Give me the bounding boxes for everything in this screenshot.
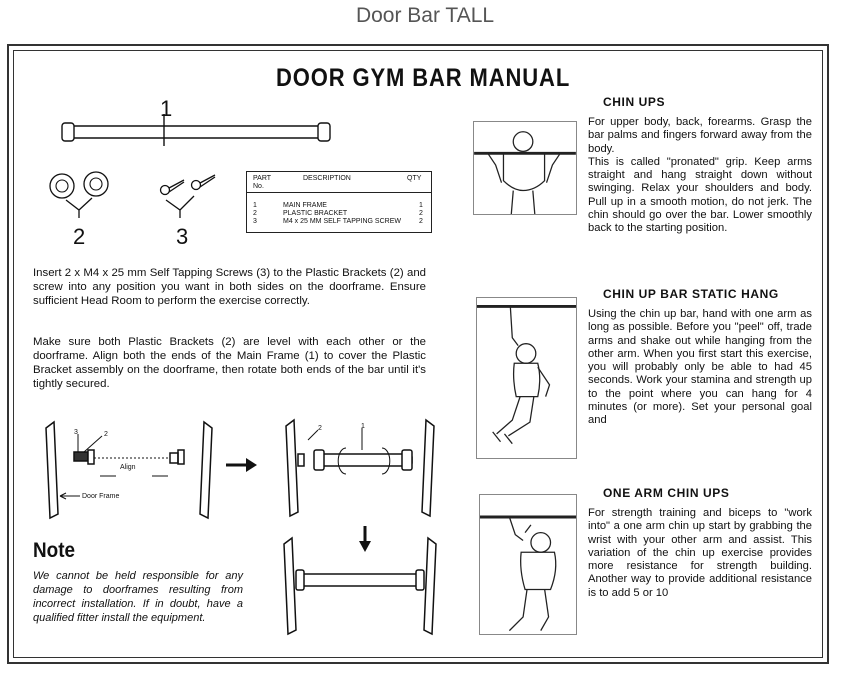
part-label-1: 1: [160, 96, 173, 121]
assembly-step-1-drawing: [40, 420, 220, 520]
screw-drawing: [152, 172, 222, 220]
diagram-label-2-step-2: 2: [318, 425, 322, 432]
instructions-paragraph-1: Insert 2 x M4 x 25 mm Self Tapping Screws (3) to the Plastic Brackets (2) and screw into any position you want in both sides on the doorframe. Ensure sufficient Head Room to perform the exercise correctly.: [33, 267, 426, 307]
assembly-step-3-drawing: [278, 536, 442, 636]
chin-ups-text-1: For upper body, back, forearms. Grasp the bar palms and fingers forward away from the body.: [588, 116, 812, 155]
arrow-right-icon: [224, 455, 260, 475]
one-arm-chin-ups-illustration: [479, 494, 577, 635]
manual-title: DOOR GYM BAR MANUAL: [276, 64, 571, 92]
door-frame-label: Door Frame: [82, 493, 120, 500]
page-title: Door Bar TALL: [355, 4, 495, 27]
parts-row-description: MAIN FRAME: [283, 202, 327, 209]
diagram-label-3: 3: [74, 429, 78, 436]
plastic-bracket-drawing: [44, 170, 114, 220]
note-text: We cannot be held responsible for any damage to doorframes resulting from incorrect installation. If in doubt, have a qualified fitter install the equipment.: [33, 570, 243, 624]
parts-table-header-part: PART: [253, 175, 272, 182]
static-hang-title: CHIN UP BAR STATIC HANG: [603, 287, 779, 301]
chin-ups-title: CHIN UPS: [603, 95, 666, 109]
align-label: Align: [120, 464, 136, 471]
chin-ups-illustration: [473, 121, 577, 215]
chin-ups-text-2: This is called "pronated" grip. Keep arms straight and hang straight down without swinging. Relax your shoulders and body. Pull up in a smooth motion, do not jerk. The chin should go over the bar. Lower smoothly back to the starting position.: [588, 155, 812, 235]
parts-row-description: PLASTIC BRACKET: [283, 210, 348, 217]
parts-row-no: 3: [253, 218, 257, 225]
diagram-label-1: 1: [361, 423, 365, 430]
parts-table-header-qty: QTY: [407, 175, 422, 182]
parts-row-no: 1: [253, 202, 257, 209]
parts-row-qty: 2: [419, 210, 423, 217]
chin-ups-text: [588, 116, 812, 236]
parts-row-description: M4 x 25 MM SELF TAPPING SCREW: [283, 218, 401, 225]
parts-row-qty: 2: [419, 218, 423, 225]
diagram-label-2: 2: [104, 431, 108, 438]
static-hang-illustration: [476, 297, 577, 459]
part-label-2: 2: [73, 224, 86, 249]
note-title: Note: [33, 539, 76, 562]
main-frame-bar-drawing: [60, 112, 335, 152]
parts-row-qty: 1: [419, 202, 423, 209]
parts-table-header-description: DESCRIPTION: [303, 175, 351, 182]
parts-row-no: 2: [253, 210, 257, 217]
part-label-3: 3: [176, 224, 189, 249]
assembly-step-2-drawing: [280, 418, 440, 518]
instructions-paragraph-2: Make sure both Plastic Brackets (2) are level with each other or the doorframe. Align both the ends of the Main Frame (1) to cover the Plastic Bracket assembly on the doorframe, then rotate both ends of the bar until it's tightly secured.: [33, 336, 426, 390]
parts-table-header-no: No.: [253, 183, 264, 190]
one-arm-chin-ups-title: ONE ARM CHIN UPS: [603, 486, 730, 500]
parts-table-divider: [247, 192, 431, 193]
one-arm-chin-ups-text: For strength training and biceps to "work into" a one arm chin up start by grabbing the wrist with your other arm and assist. This variation of the chin up exercise provides more resistance for strength building. Another way to provide additional resistance is to add 5 or 10: [588, 507, 812, 599]
parts-table: [246, 171, 432, 233]
static-hang-text: Using the chin up bar, hand with one arm as long as possible. Before you "peel" off, trade arms and shake out while hanging from the other arm. When you first start this exercise, you will probably only be able to had 45 seconds. Work your stamina and strength up to the point where you can hang for 4 minutes (or more). Set your personal goal and: [588, 308, 812, 427]
